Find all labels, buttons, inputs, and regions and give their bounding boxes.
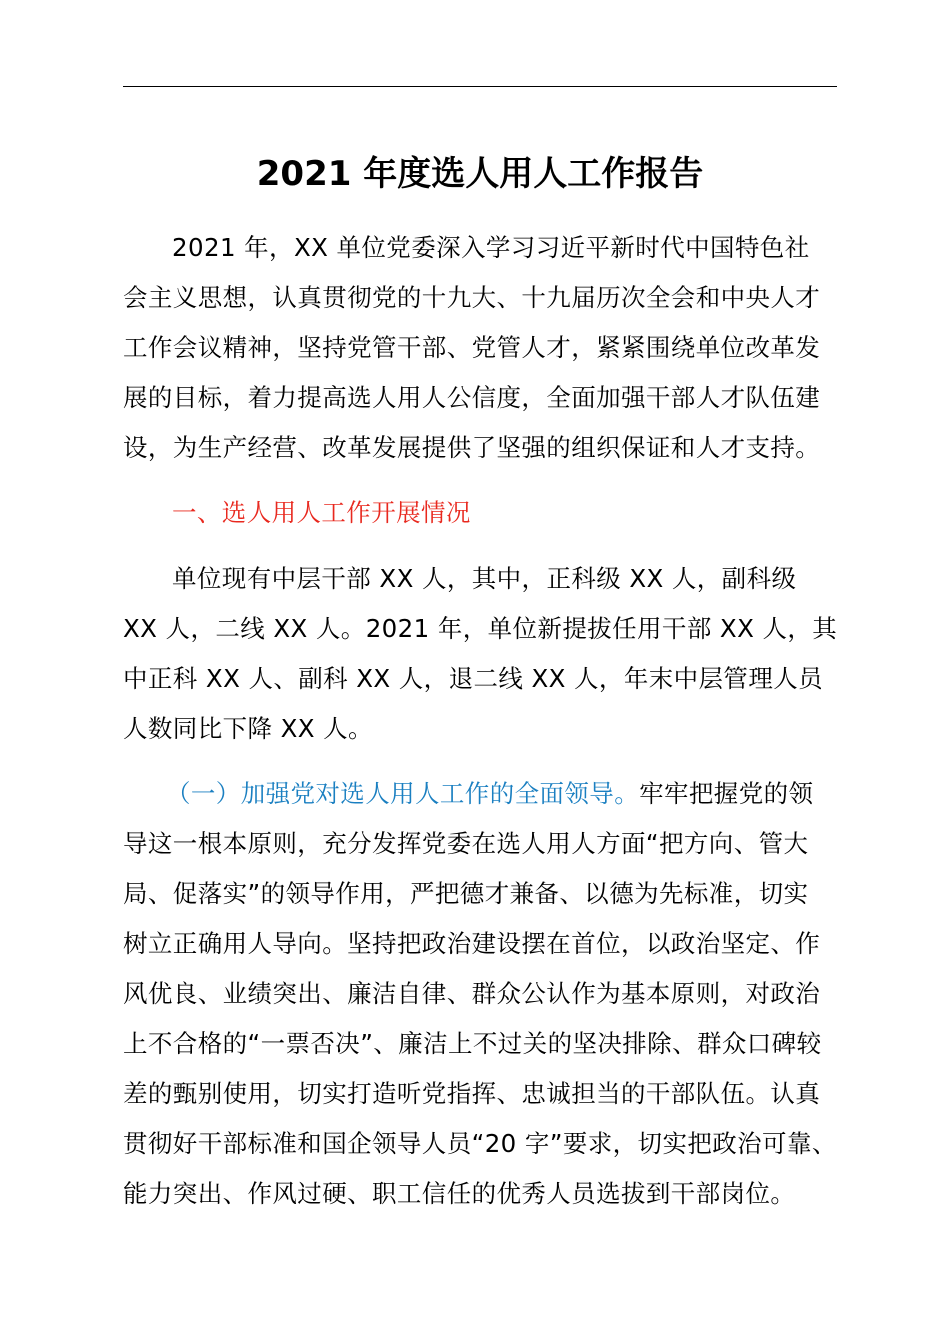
paragraph-line: 贯彻好干部标准和国企领导人员“20 字”要求，切实把政治可靠、 bbox=[123, 1129, 837, 1158]
paragraph-line bbox=[166, 769, 906, 819]
paragraph-line: 会主义思想，认真贯彻党的十九大、十九届历次全会和中央人才 bbox=[123, 283, 821, 312]
paragraph-line: XX 人，二线 XX 人。2021 年，单位新提拔任用干部 XX 人，其 bbox=[123, 614, 838, 643]
paragraph-line: 单位现有中层干部 XX 人，其中，正科级 XX 人，副科级 bbox=[172, 564, 797, 593]
paragraph-line: 局、促落实”的领导作用，严把德才兼备、以德为先标准，切实 bbox=[123, 879, 809, 908]
header-rule bbox=[123, 86, 837, 87]
paragraph-line: 展的目标，着力提高选人用人公信度，全面加强干部人才队伍建 bbox=[123, 383, 821, 412]
subsection-heading: （一）加强党对选人用人工作的全面领导。 bbox=[166, 779, 640, 808]
paragraph-line: 人数同比下降 XX 人。 bbox=[123, 714, 373, 743]
paragraph-line: 差的甄别使用，切实打造听党指挥、忠诚担当的干部队伍。认真 bbox=[123, 1079, 821, 1108]
section-heading: 一、选人用人工作开展情况 bbox=[172, 498, 471, 527]
document-title: 2021 年度选人用人工作报告 bbox=[256, 154, 704, 194]
paragraph-line: 风优良、业绩突出、廉洁自律、群众公认作为基本原则，对政治 bbox=[123, 979, 821, 1008]
paragraph-line: 中正科 XX 人、副科 XX 人，退二线 XX 人，年末中层管理人员 bbox=[123, 664, 824, 693]
paragraph-line: 导这一根本原则，充分发挥党委在选人用人方面“把方向、管大 bbox=[123, 829, 809, 858]
paragraph-line: 设，为生产经营、改革发展提供了坚强的组织保证和人才支持。 bbox=[123, 433, 821, 462]
paragraph-line: 树立正确用人导向。坚持把政治建设摆在首位，以政治坚定、作 bbox=[123, 929, 821, 958]
paragraph-line: 上不合格的“一票否决”、廉洁上不过关的坚决排除、群众口碑较 bbox=[123, 1029, 822, 1058]
paragraph-text: 牢牢把握党的领 bbox=[639, 779, 814, 808]
paragraph-line: 2021 年，XX 单位党委深入学习习近平新时代中国特色社 bbox=[172, 233, 810, 262]
paragraph-line: 工作会议精神，坚持党管干部、党管人才，紧紧围绕单位改革发 bbox=[123, 333, 821, 362]
paragraph-line: 能力突出、作风过硬、职工信任的优秀人员选拔到干部岗位。 bbox=[123, 1179, 796, 1208]
